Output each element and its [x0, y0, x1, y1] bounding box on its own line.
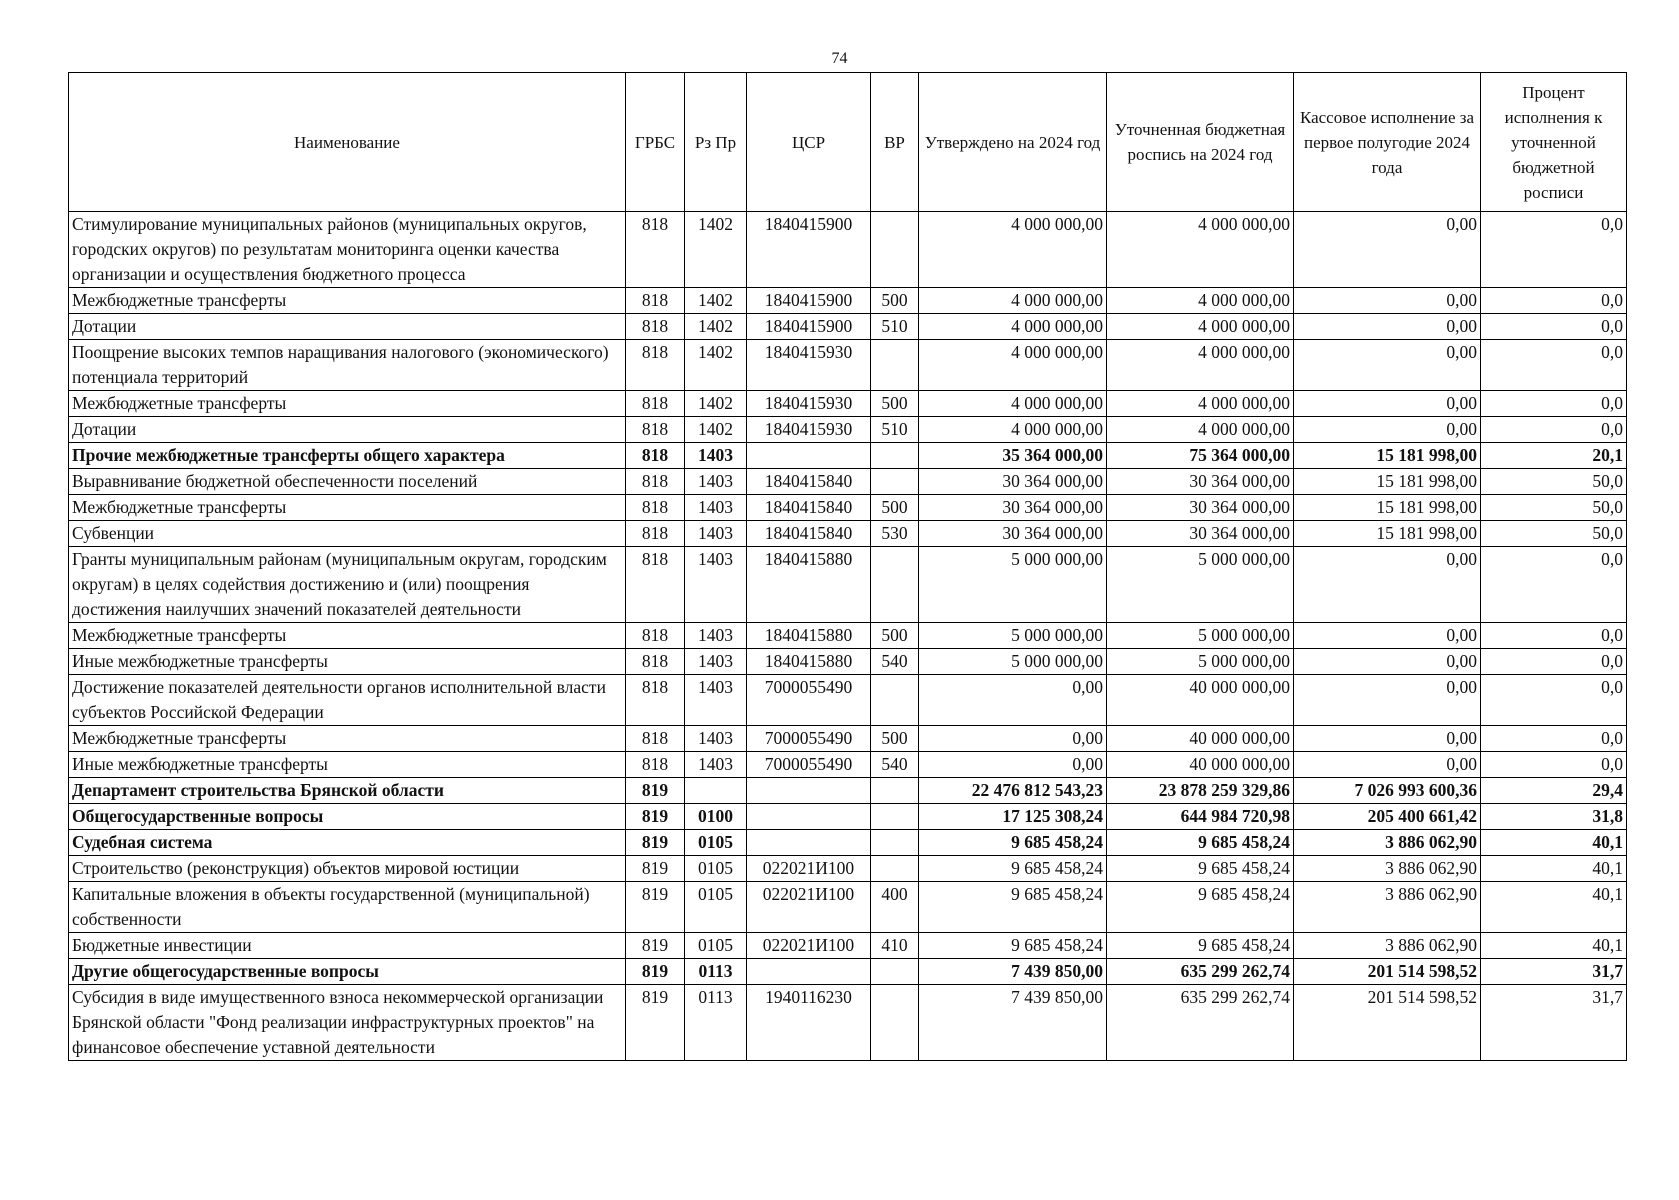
cell-percent: 0,0 — [1481, 212, 1627, 288]
cell-grbs: 818 — [626, 752, 685, 778]
cell-grbs: 818 — [626, 521, 685, 547]
cell-vr: 530 — [871, 521, 919, 547]
cell-name: Департамент строительства Брянской области — [69, 778, 626, 804]
header-name: Наименование — [69, 73, 626, 212]
cell-name: Другие общегосударственные вопросы — [69, 959, 626, 985]
cell-csr — [747, 830, 871, 856]
cell-vr — [871, 804, 919, 830]
cell-grbs: 819 — [626, 882, 685, 933]
cell-csr: 022021И100 — [747, 933, 871, 959]
cell-vr: 500 — [871, 726, 919, 752]
cell-csr: 022021И100 — [747, 882, 871, 933]
cell-cash: 201 514 598,52 — [1294, 959, 1481, 985]
table-row — [69, 804, 1627, 830]
table-row — [69, 443, 1627, 469]
budget-execution-table — [68, 72, 1627, 1061]
cell-approved: 5 000 000,00 — [919, 649, 1107, 675]
cell-rzpr: 0100 — [685, 804, 747, 830]
cell-name: Гранты муниципальным районам (муниципальным округам, городским округам) в целях содействия достижению и (или) поощрения достижения наилучших значений показателей деятельности — [69, 547, 626, 623]
cell-name: Дотации — [69, 417, 626, 443]
cell-cash: 15 181 998,00 — [1294, 495, 1481, 521]
cell-percent: 31,7 — [1481, 985, 1627, 1061]
cell-name: Межбюджетные трансферты — [69, 623, 626, 649]
cell-rzpr: 1403 — [685, 623, 747, 649]
cell-cash: 0,00 — [1294, 649, 1481, 675]
table-row — [69, 933, 1627, 959]
cell-percent: 0,0 — [1481, 726, 1627, 752]
cell-approved: 30 364 000,00 — [919, 521, 1107, 547]
cell-rzpr: 1403 — [685, 547, 747, 623]
cell-name: Межбюджетные трансферты — [69, 288, 626, 314]
cell-csr: 1840415880 — [747, 623, 871, 649]
cell-grbs: 818 — [626, 288, 685, 314]
cell-name: Межбюджетные трансферты — [69, 391, 626, 417]
cell-rzpr: 1403 — [685, 649, 747, 675]
cell-vr: 500 — [871, 495, 919, 521]
cell-name: Дотации — [69, 314, 626, 340]
cell-rzpr: 1403 — [685, 752, 747, 778]
cell-cash: 0,00 — [1294, 675, 1481, 726]
cell-approved: 9 685 458,24 — [919, 933, 1107, 959]
table-row — [69, 985, 1627, 1061]
cell-csr: 7000055490 — [747, 752, 871, 778]
cell-vr: 500 — [871, 623, 919, 649]
cell-csr: 7000055490 — [747, 726, 871, 752]
cell-name: Межбюджетные трансферты — [69, 726, 626, 752]
cell-approved: 4 000 000,00 — [919, 340, 1107, 391]
cell-refined: 4 000 000,00 — [1107, 340, 1294, 391]
cell-approved: 4 000 000,00 — [919, 391, 1107, 417]
cell-approved: 0,00 — [919, 675, 1107, 726]
cell-csr: 1840415930 — [747, 340, 871, 391]
cell-approved: 17 125 308,24 — [919, 804, 1107, 830]
cell-grbs: 819 — [626, 985, 685, 1061]
cell-vr — [871, 959, 919, 985]
table-row — [69, 959, 1627, 985]
cell-cash: 0,00 — [1294, 623, 1481, 649]
cell-grbs: 818 — [626, 314, 685, 340]
cell-rzpr: 0105 — [685, 830, 747, 856]
cell-grbs: 819 — [626, 804, 685, 830]
cell-rzpr: 1403 — [685, 469, 747, 495]
cell-percent: 0,0 — [1481, 391, 1627, 417]
cell-name: Субвенции — [69, 521, 626, 547]
table-row — [69, 752, 1627, 778]
cell-rzpr: 1403 — [685, 443, 747, 469]
cell-percent: 50,0 — [1481, 521, 1627, 547]
cell-grbs: 819 — [626, 830, 685, 856]
cell-percent: 0,0 — [1481, 340, 1627, 391]
cell-rzpr: 0113 — [685, 959, 747, 985]
cell-refined: 5 000 000,00 — [1107, 649, 1294, 675]
cell-refined: 9 685 458,24 — [1107, 856, 1294, 882]
cell-name: Прочие межбюджетные трансферты общего характера — [69, 443, 626, 469]
cell-vr: 540 — [871, 649, 919, 675]
table-row — [69, 469, 1627, 495]
cell-percent: 0,0 — [1481, 752, 1627, 778]
cell-percent: 40,1 — [1481, 830, 1627, 856]
cell-refined: 30 364 000,00 — [1107, 495, 1294, 521]
cell-refined: 9 685 458,24 — [1107, 933, 1294, 959]
cell-cash: 0,00 — [1294, 417, 1481, 443]
cell-refined: 5 000 000,00 — [1107, 623, 1294, 649]
cell-approved: 35 364 000,00 — [919, 443, 1107, 469]
cell-cash: 7 026 993 600,36 — [1294, 778, 1481, 804]
cell-grbs: 818 — [626, 469, 685, 495]
cell-refined: 5 000 000,00 — [1107, 547, 1294, 623]
cell-name: Капитальные вложения в объекты государственной (муниципальной) собственности — [69, 882, 626, 933]
table-row — [69, 778, 1627, 804]
table-row — [69, 726, 1627, 752]
cell-rzpr: 1402 — [685, 340, 747, 391]
cell-rzpr: 1402 — [685, 417, 747, 443]
cell-percent: 31,8 — [1481, 804, 1627, 830]
cell-cash: 201 514 598,52 — [1294, 985, 1481, 1061]
cell-grbs: 818 — [626, 443, 685, 469]
header-cash: Кассовое исполнение за первое полугодие 2024 года — [1294, 73, 1481, 212]
cell-refined: 40 000 000,00 — [1107, 675, 1294, 726]
cell-refined: 644 984 720,98 — [1107, 804, 1294, 830]
table-row — [69, 675, 1627, 726]
cell-cash: 0,00 — [1294, 314, 1481, 340]
header-approved: Утверждено на 2024 год — [919, 73, 1107, 212]
table-row — [69, 623, 1627, 649]
cell-csr: 022021И100 — [747, 856, 871, 882]
cell-percent: 0,0 — [1481, 288, 1627, 314]
cell-csr: 1840415900 — [747, 212, 871, 288]
cell-approved: 5 000 000,00 — [919, 547, 1107, 623]
cell-csr: 1840415930 — [747, 391, 871, 417]
cell-csr: 1840415840 — [747, 495, 871, 521]
cell-vr — [871, 340, 919, 391]
cell-percent: 0,0 — [1481, 547, 1627, 623]
cell-cash: 0,00 — [1294, 212, 1481, 288]
cell-vr — [871, 778, 919, 804]
cell-vr: 500 — [871, 288, 919, 314]
table-header-row — [69, 73, 1627, 212]
cell-refined: 9 685 458,24 — [1107, 882, 1294, 933]
cell-csr — [747, 443, 871, 469]
table-row — [69, 340, 1627, 391]
cell-refined: 75 364 000,00 — [1107, 443, 1294, 469]
header-rzpr: Рз Пр — [685, 73, 747, 212]
cell-approved: 7 439 850,00 — [919, 985, 1107, 1061]
cell-name: Стимулирование муниципальных районов (муниципальных округов, городских округов) по результатам мониторинга оценки качества организации и осуществления бюджетного процесса — [69, 212, 626, 288]
cell-rzpr: 1402 — [685, 314, 747, 340]
table-row — [69, 417, 1627, 443]
cell-cash: 0,00 — [1294, 391, 1481, 417]
cell-cash: 0,00 — [1294, 547, 1481, 623]
table-body — [69, 212, 1627, 1061]
cell-cash: 0,00 — [1294, 340, 1481, 391]
cell-grbs: 819 — [626, 933, 685, 959]
cell-grbs: 818 — [626, 417, 685, 443]
cell-grbs: 818 — [626, 649, 685, 675]
cell-approved: 0,00 — [919, 752, 1107, 778]
cell-percent: 40,1 — [1481, 882, 1627, 933]
header-percent: Процент исполнения к уточненной бюджетной росписи — [1481, 73, 1627, 212]
cell-csr: 1840415840 — [747, 469, 871, 495]
cell-name: Субсидия в виде имущественного взноса некоммерческой организации Брянской области "Фонд реализации инфраструктурных проектов" на финансовое обеспечение уставной деятельности — [69, 985, 626, 1061]
cell-rzpr: 1403 — [685, 495, 747, 521]
cell-csr: 1840415930 — [747, 417, 871, 443]
header-vr: ВР — [871, 73, 919, 212]
cell-rzpr: 1402 — [685, 391, 747, 417]
cell-name: Достижение показателей деятельности органов исполнительной власти субъектов Российской Федерации — [69, 675, 626, 726]
cell-name: Бюджетные инвестиции — [69, 933, 626, 959]
cell-name: Общегосударственные вопросы — [69, 804, 626, 830]
cell-cash: 205 400 661,42 — [1294, 804, 1481, 830]
cell-approved: 0,00 — [919, 726, 1107, 752]
cell-csr — [747, 778, 871, 804]
cell-csr: 1840415900 — [747, 314, 871, 340]
cell-percent: 20,1 — [1481, 443, 1627, 469]
cell-vr — [871, 469, 919, 495]
cell-cash: 15 181 998,00 — [1294, 469, 1481, 495]
table-row — [69, 830, 1627, 856]
cell-approved: 4 000 000,00 — [919, 212, 1107, 288]
cell-vr: 500 — [871, 391, 919, 417]
cell-name: Межбюджетные трансферты — [69, 495, 626, 521]
cell-approved: 5 000 000,00 — [919, 623, 1107, 649]
cell-refined: 4 000 000,00 — [1107, 391, 1294, 417]
cell-rzpr: 0105 — [685, 933, 747, 959]
cell-rzpr: 0105 — [685, 882, 747, 933]
table-row — [69, 314, 1627, 340]
cell-name: Судебная система — [69, 830, 626, 856]
cell-percent: 40,1 — [1481, 856, 1627, 882]
cell-rzpr: 1403 — [685, 521, 747, 547]
cell-cash: 0,00 — [1294, 288, 1481, 314]
cell-rzpr: 1403 — [685, 675, 747, 726]
cell-approved: 7 439 850,00 — [919, 959, 1107, 985]
header-grbs: ГРБС — [626, 73, 685, 212]
cell-approved: 30 364 000,00 — [919, 469, 1107, 495]
cell-percent: 0,0 — [1481, 314, 1627, 340]
table-row — [69, 212, 1627, 288]
cell-approved: 9 685 458,24 — [919, 830, 1107, 856]
cell-vr — [871, 212, 919, 288]
cell-csr: 1940116230 — [747, 985, 871, 1061]
cell-name: Иные межбюджетные трансферты — [69, 649, 626, 675]
cell-vr: 540 — [871, 752, 919, 778]
cell-vr — [871, 856, 919, 882]
cell-refined: 4 000 000,00 — [1107, 417, 1294, 443]
table-row — [69, 495, 1627, 521]
cell-percent: 0,0 — [1481, 623, 1627, 649]
cell-approved: 4 000 000,00 — [919, 417, 1107, 443]
cell-rzpr — [685, 778, 747, 804]
cell-vr: 510 — [871, 314, 919, 340]
table-row — [69, 521, 1627, 547]
cell-refined: 9 685 458,24 — [1107, 830, 1294, 856]
cell-name: Выравнивание бюджетной обеспеченности поселений — [69, 469, 626, 495]
cell-cash: 15 181 998,00 — [1294, 443, 1481, 469]
cell-percent: 31,7 — [1481, 959, 1627, 985]
cell-cash: 3 886 062,90 — [1294, 830, 1481, 856]
cell-refined: 4 000 000,00 — [1107, 288, 1294, 314]
table-row — [69, 882, 1627, 933]
cell-name: Поощрение высоких темпов наращивания налогового (экономического) потенциала территорий — [69, 340, 626, 391]
cell-grbs: 818 — [626, 547, 685, 623]
cell-grbs: 819 — [626, 959, 685, 985]
cell-csr: 1840415880 — [747, 547, 871, 623]
table-row — [69, 391, 1627, 417]
cell-cash: 0,00 — [1294, 726, 1481, 752]
cell-name: Строительство (реконструкция) объектов мировой юстиции — [69, 856, 626, 882]
cell-csr — [747, 804, 871, 830]
cell-approved: 9 685 458,24 — [919, 882, 1107, 933]
cell-vr: 410 — [871, 933, 919, 959]
cell-percent: 40,1 — [1481, 933, 1627, 959]
cell-vr — [871, 675, 919, 726]
cell-csr: 7000055490 — [747, 675, 871, 726]
cell-vr — [871, 547, 919, 623]
cell-grbs: 818 — [626, 495, 685, 521]
cell-rzpr: 0105 — [685, 856, 747, 882]
cell-refined: 23 878 259 329,86 — [1107, 778, 1294, 804]
table-row — [69, 649, 1627, 675]
header-csr: ЦСР — [747, 73, 871, 212]
page-number: 74 — [831, 50, 848, 67]
cell-percent: 0,0 — [1481, 675, 1627, 726]
cell-grbs: 818 — [626, 623, 685, 649]
cell-approved: 4 000 000,00 — [919, 288, 1107, 314]
cell-refined: 40 000 000,00 — [1107, 752, 1294, 778]
cell-cash: 15 181 998,00 — [1294, 521, 1481, 547]
cell-grbs: 819 — [626, 856, 685, 882]
cell-refined: 4 000 000,00 — [1107, 212, 1294, 288]
header-refined: Уточненная бюджетная роспись на 2024 год — [1107, 73, 1294, 212]
cell-grbs: 818 — [626, 340, 685, 391]
cell-percent: 50,0 — [1481, 495, 1627, 521]
cell-refined: 30 364 000,00 — [1107, 469, 1294, 495]
cell-grbs: 819 — [626, 778, 685, 804]
cell-approved: 9 685 458,24 — [919, 856, 1107, 882]
cell-grbs: 818 — [626, 726, 685, 752]
cell-name: Иные межбюджетные трансферты — [69, 752, 626, 778]
cell-vr — [871, 830, 919, 856]
cell-rzpr: 0113 — [685, 985, 747, 1061]
cell-approved: 22 476 812 543,23 — [919, 778, 1107, 804]
cell-refined: 30 364 000,00 — [1107, 521, 1294, 547]
table-row — [69, 547, 1627, 623]
cell-rzpr: 1402 — [685, 212, 747, 288]
cell-grbs: 818 — [626, 675, 685, 726]
cell-cash: 0,00 — [1294, 752, 1481, 778]
cell-refined: 635 299 262,74 — [1107, 985, 1294, 1061]
cell-vr — [871, 985, 919, 1061]
cell-percent: 0,0 — [1481, 649, 1627, 675]
cell-grbs: 818 — [626, 212, 685, 288]
cell-rzpr: 1403 — [685, 726, 747, 752]
cell-percent: 0,0 — [1481, 417, 1627, 443]
cell-approved: 4 000 000,00 — [919, 314, 1107, 340]
cell-csr — [747, 959, 871, 985]
table-row — [69, 288, 1627, 314]
cell-percent: 29,4 — [1481, 778, 1627, 804]
cell-refined: 4 000 000,00 — [1107, 314, 1294, 340]
cell-refined: 635 299 262,74 — [1107, 959, 1294, 985]
cell-cash: 3 886 062,90 — [1294, 882, 1481, 933]
cell-vr — [871, 443, 919, 469]
cell-percent: 50,0 — [1481, 469, 1627, 495]
cell-refined: 40 000 000,00 — [1107, 726, 1294, 752]
cell-approved: 30 364 000,00 — [919, 495, 1107, 521]
cell-grbs: 818 — [626, 391, 685, 417]
cell-rzpr: 1402 — [685, 288, 747, 314]
cell-csr: 1840415880 — [747, 649, 871, 675]
table-row — [69, 856, 1627, 882]
cell-vr: 400 — [871, 882, 919, 933]
cell-cash: 3 886 062,90 — [1294, 933, 1481, 959]
cell-cash: 3 886 062,90 — [1294, 856, 1481, 882]
cell-csr: 1840415900 — [747, 288, 871, 314]
cell-vr: 510 — [871, 417, 919, 443]
cell-csr: 1840415840 — [747, 521, 871, 547]
